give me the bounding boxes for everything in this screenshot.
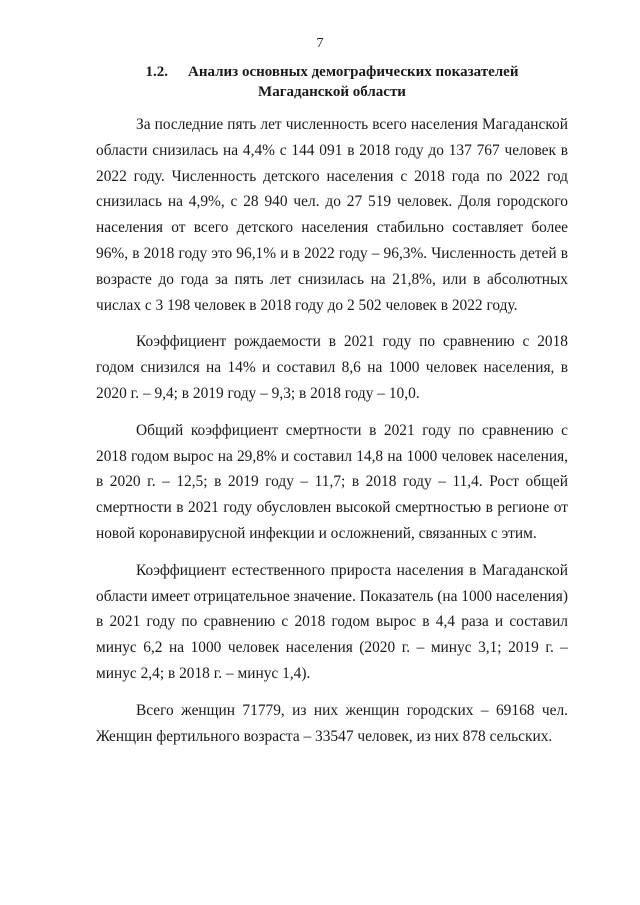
paragraph-natural-growth: Коэффициент естественного прироста населения в Магаданской области имеет отрицательное значение. Показатель (на 1000 населения) в 2021 году по сравнению с 2018 годом вырос в 4,4 раза и составил минус 6,2 на 1000 человек населения (2020 г. – минус 3,1; 2019 г. – минус 2,4; в 2018 г. – минус 1,4). [96,561,568,682]
section-heading [96,62,568,102]
section-number: 1.2. [145,64,169,80]
section-title-line-1: Анализ основных демографических показателей [188,64,519,80]
section-heading-line-1 [96,62,568,82]
paragraph-women: Всего женщин 71779, из них женщин городских – 69168 чел. Женщин фертильного возраста – 33547 человек, из них 878 сельских. [96,701,568,745]
body-text [96,112,568,760]
section-title-line-2: Магаданской области [258,84,406,100]
paragraph-mortality: Общий коэффициент смертности в 2021 году по сравнению с 2018 годом вырос на 29,8% и составил 14,8 на 1000 человек населения, в 2020 г. – 12,5; в 2019 году – 11,7; в 2018 году – 11,4. Рост общей смертности в 2021 году обусловлен высокой смертностью в регионе от новой коронавирусной инфекции и осложнений, связанных с этим. [96,421,568,542]
paragraph-population: За последние пять лет численность всего населения Магаданской области снизилась на 4,4% с 144 091 в 2018 году до 137 767 человек в 2022 году. Численность детского населения с 2018 года по 2022 год снизилась на 4,9%, с 28 940 чел. до 27 519 человек. Доля городского населения от всего детского населения стабильно составляет более 96%, в 2018 году это 96,1% и в 2022 году – 96,3%. Численность детей в возрасте до года за пять лет снизилась на 21,8%, или в абсолютных числах с 3 198 человек в 2018 году до 2 502 человек в 2022 году. [96,116,568,314]
paragraph-birth-rate: Коэффициент рождаемости в 2021 году по сравнению с 2018 годом снизился на 14% и составил 8,6 на 1000 человек населения, в 2020 г. – 9,4; в 2019 году – 9,3; в 2018 году – 10,0. [96,333,568,402]
page-number: 7 [316,36,324,51]
